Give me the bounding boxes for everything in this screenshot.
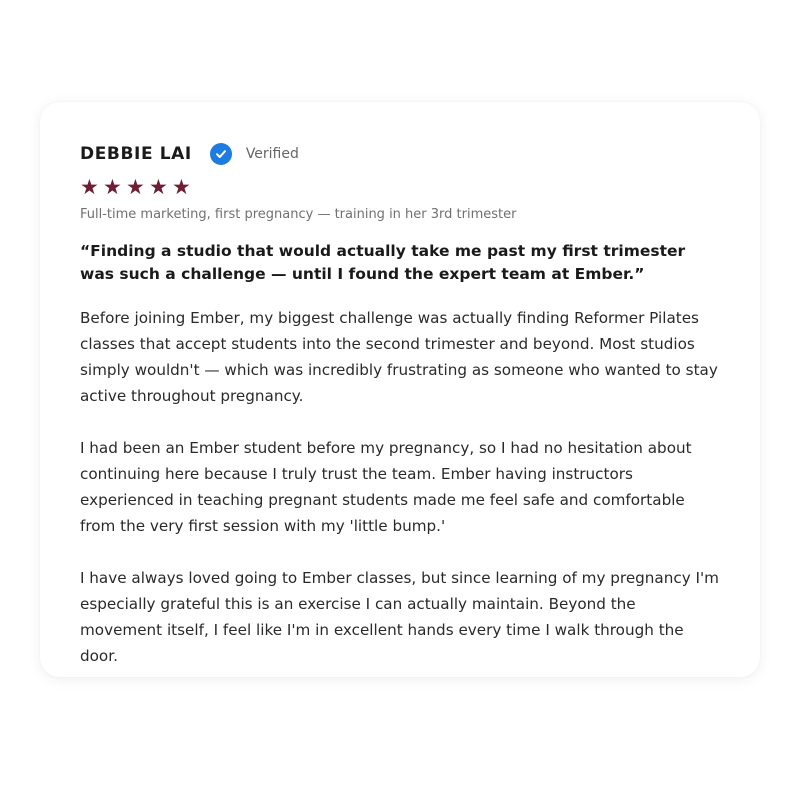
review-card [40,102,760,677]
reviewer-subtitle: Full-time marketing, first pregnancy — training in her 3rd trimester [80,207,517,222]
star-rating [80,175,720,199]
review-paragraph: I have always loved going to Ember classes, but since learning of my pregnancy I'm especially grateful this is an exercise I can actually maintain. Beyond the movement itself, I feel like I'm in excellent hands every time I walk through the door. [80,569,719,665]
star-icon: ★ [103,175,122,199]
star-icon: ★ [126,175,145,199]
verified-label: Verified [245,146,299,162]
star-icon: ★ [80,175,99,199]
check-badge-icon [210,143,232,165]
star-icon: ★ [149,175,168,199]
reviewer-name: DEBBIE LAI [80,144,192,164]
review-quote: “Finding a studio that would actually take me past my first trimester was such a challenge — until I found the expert team at Ember.” [80,242,686,283]
review-body [80,305,720,669]
star-icon: ★ [172,175,191,199]
review-paragraph: Before joining Ember, my biggest challenge was actually finding Reformer Pilates classes that accept students into the second trimester and beyond. Most studios simply wouldn't — which was incredibly frustrating as someone who wanted to stay active throughout pregnancy. [80,309,718,405]
review-header [80,142,720,166]
review-paragraph: I had been an Ember student before my pregnancy, so I had no hesitation about continuing here because I truly trust the team. Ember having instructors experienced in teaching pregnant students made me feel safe and comfortable from the very first session with my 'little bump.' [80,439,692,535]
